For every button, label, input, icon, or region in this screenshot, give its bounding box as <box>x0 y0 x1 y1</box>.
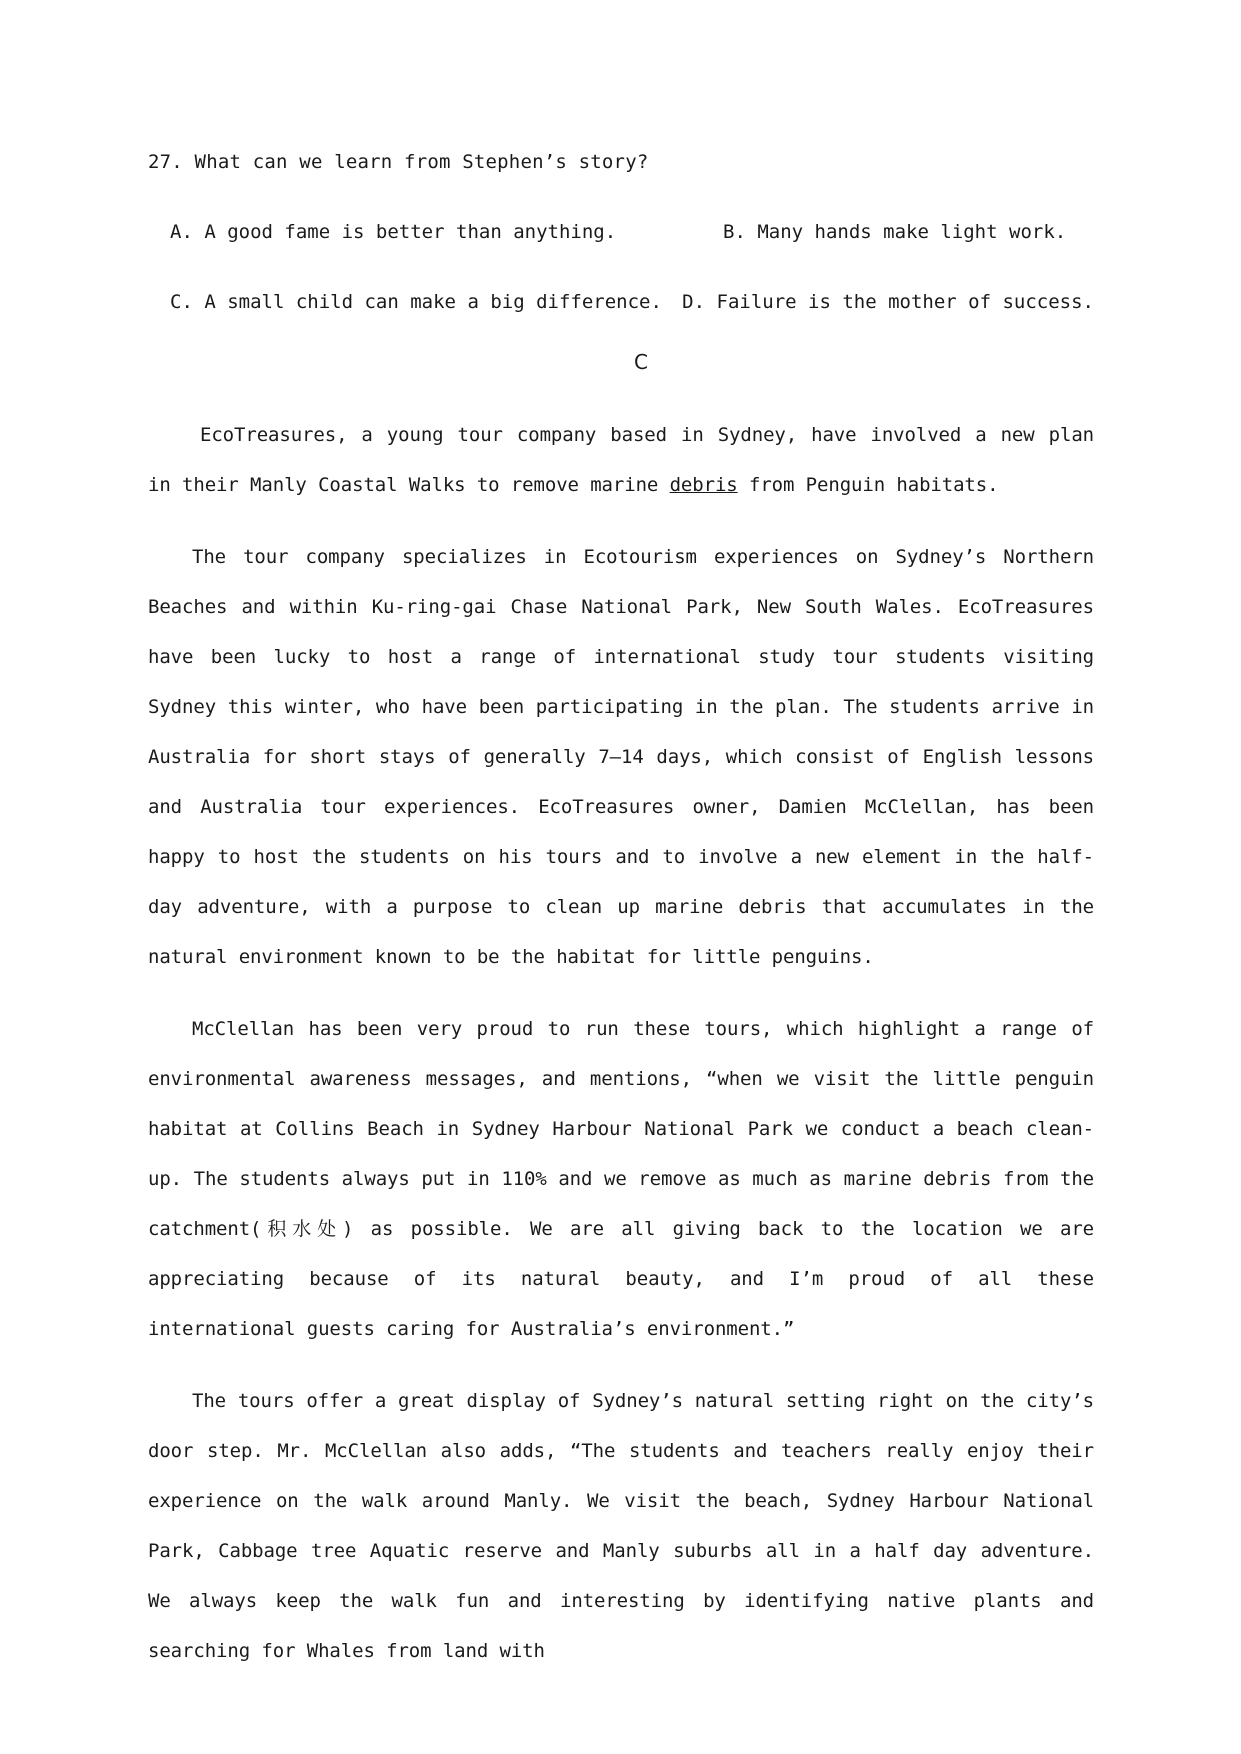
document-page <box>148 150 1094 1698</box>
option-d <box>682 290 1094 314</box>
option-d-text: Failure is the mother of success. <box>716 291 1094 313</box>
option-c-label: C. <box>170 291 193 313</box>
options-row-2 <box>170 290 1094 314</box>
options-row-1 <box>170 220 1094 244</box>
paragraph-1-end: from Penguin habitats. <box>737 474 999 496</box>
option-a <box>170 220 723 244</box>
option-b-label: B. <box>723 221 746 243</box>
option-c <box>170 290 682 314</box>
option-a-text: A good fame is better than anything. <box>204 221 617 243</box>
question-stem: 27. What can we learn from Stephen’s story? <box>148 151 649 173</box>
underlined-word: debris <box>669 474 738 496</box>
passage-paragraph-4: The tours offer a great display of Sydney’s natural setting right on the city’s door step. Mr. McClellan also adds, “The students and teachers really enjoy their experience on the walk around Manly. We visit the beach, Sydney Harbour National Park, Cabbage tree Aquatic reserve and Manly suburbs all in a half day adventure. We always keep the walk fun and interesting by identifying native plants and searching for Whales from land with <box>148 1390 1094 1662</box>
passage-paragraph-2: The tour company specializes in Ecotourism experiences on Sydney’s Northern Beaches and within Ku-ring-gai Chase National Park, New South Wales. EcoTreasures have been lucky to host a range of international study tour students visiting Sydney this winter, who have been participating in the plan. The students arrive in Australia for short stays of generally 7—14 days, which consist of English lessons and Australia tour experiences. EcoTreasures owner, Damien McClellan, has been happy to host the students on his tours and to involve a new element in the half-day adventure, with a purpose to clean up marine debris that accumulates in the natural environment known to be the habitat for little penguins. <box>148 546 1094 968</box>
passage-paragraph-1 <box>148 410 1094 510</box>
answer-options <box>170 220 1094 314</box>
option-d-label: D. <box>682 291 706 313</box>
section-heading: C <box>634 350 648 374</box>
option-c-text: A small child can make a big difference. <box>204 291 662 313</box>
option-b <box>723 220 1066 244</box>
passage-paragraph-3: McClellan has been very proud to run these tours, which highlight a range of environmental awareness messages, and mentions, “when we visit the little penguin habitat at Collins Beach in Sydney Harbour National Park we conduct a beach clean-up. The students always put in 110% and we remove as much as marine debris from the catchment(积水处) as possible. We are all giving back to the location we are appreciating because of its natural beauty, and I’m proud of all these international guests caring for Australia’s environment.” <box>148 1018 1094 1340</box>
option-a-label: A. <box>170 221 193 243</box>
paragraph-1-start: EcoTreasures, a young tour company based in Sydney, have involved a new plan in their Manly Coastal Walks to remove marine <box>148 424 1094 496</box>
option-b-text: Many hands make light work. <box>757 221 1067 243</box>
